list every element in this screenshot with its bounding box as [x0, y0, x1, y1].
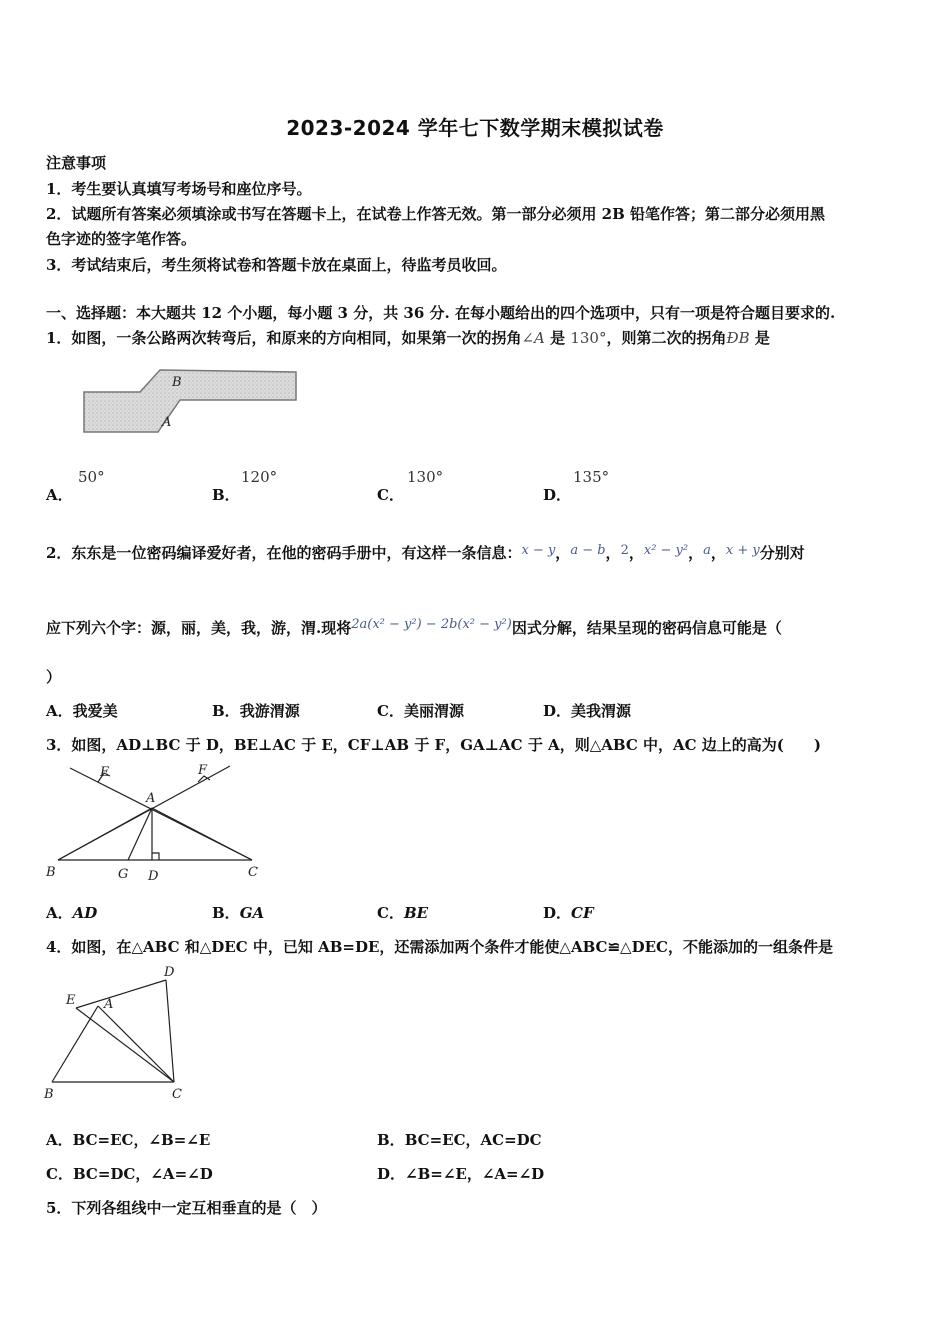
q1-stem-c: ，则第二次的拐角 [606, 329, 727, 347]
q3-label-a: A [146, 791, 156, 806]
q4-option-d [377, 1163, 544, 1184]
q1-option-d-label: D． [543, 486, 572, 504]
q2-code-3: 2 [620, 543, 629, 558]
question-4-stem: 4．如图，在△ABC 和△DEC 中，已知 AB=DE，还需添加两个条件才能使△ABC≌△DEC，不能添加的一组条件是 [46, 938, 833, 956]
q1-option-a-value: 50° [78, 468, 105, 486]
q1-option-a-label: A． [46, 486, 73, 504]
question-3-stem: 3．如图，AD⊥BC 于 D，BE⊥AC 于 E，CF⊥AB 于 F，GA⊥AC 于 A，则△ABC 中，AC 边上的高为( ) [46, 736, 821, 754]
q4-option-a-value: BC=EC，∠B=∠E [72, 1131, 211, 1149]
q2-option-d-value: 美我渭源 [571, 702, 632, 720]
q2-option-b-label: B． [212, 702, 240, 720]
q1-option-d-value: 135° [573, 468, 610, 486]
q1-option-c-label: C． [377, 486, 404, 504]
q2-option-b-value: 我游渭源 [239, 702, 300, 720]
q2-stem-b: 分别对 [759, 544, 805, 562]
q3-option-a [46, 902, 97, 923]
q4-option-c-value: BC=DC，∠A=∠D [72, 1165, 213, 1183]
q1-option-c-value: 130° [407, 468, 444, 486]
q4-label-d: D [164, 965, 175, 980]
line-ab [58, 808, 152, 860]
q2-option-c-value: 美丽渭源 [403, 702, 464, 720]
q2-code-4: x² − y² [643, 543, 689, 558]
q2-sep: ， [555, 544, 571, 562]
q3-label-d: D [148, 869, 159, 884]
q2-option-d-label: D． [543, 702, 572, 720]
line-ac [98, 1006, 174, 1082]
question-2-stem-line1 [46, 542, 805, 563]
q4-triangle-figure [40, 960, 200, 1105]
notice-item-1: 1．考生要认真填写考场号和座位序号。 [46, 180, 312, 198]
q2-sep: ， [605, 544, 621, 562]
road-label-a: A [162, 415, 172, 430]
notice-item-2-cont: 色字迹的签字笔作答。 [46, 230, 197, 248]
q4-label-e: E [66, 993, 76, 1008]
q3-option-d [543, 902, 594, 923]
q3-triangle-figure [40, 760, 270, 885]
notice-item-2: 2．试题所有答案必须填涂或书写在答题卡上，在试卷上作答无效。第一部分必须用 2B 铅笔作答；第二部分必须用黑 [46, 205, 826, 223]
q1-stem-b: 是 [550, 329, 566, 347]
q2-code-1: x − y [521, 543, 556, 558]
q2-stem-d: 因式分解，结果呈现的密码信息可能是（ [511, 619, 782, 637]
q3-option-c-label: C． [377, 904, 404, 922]
q3-option-a-label: A． [46, 904, 73, 922]
line-dc [166, 980, 174, 1082]
right-angle-d [152, 853, 159, 860]
q1-option-b-label: B． [212, 486, 240, 504]
q1-stem-d: 是 [754, 329, 770, 347]
q4-option-d-value: ∠B=∠E，∠A=∠D [405, 1165, 545, 1183]
q3-label-e: E [100, 765, 110, 780]
q3-option-a-value: AD [72, 904, 98, 922]
question-5-stem: 5．下列各组线中一定互相垂直的是（ ） [46, 1199, 327, 1217]
q1-value: 130° [570, 329, 607, 347]
q4-option-a [46, 1129, 210, 1150]
q2-expression: 2a(x² − y²) − 2b(x² − y²) [351, 617, 512, 632]
line-ed [76, 980, 166, 1008]
q2-code-5: a [703, 543, 711, 558]
road-label-b: B [172, 375, 182, 390]
q1-stem-a: 1．如图，一条公路两次转弯后，和原来的方向相同，如果第一次的拐角 [46, 329, 522, 347]
line-ac [152, 808, 252, 860]
q2-option-a [46, 700, 118, 721]
q3-option-d-value: CF [571, 904, 594, 922]
question-2-stem-line2 [46, 617, 782, 638]
notice-item-3: 3．考试结束后，考生须将试卷和答题卡放在桌面上，待监考员收回。 [46, 256, 507, 274]
q4-option-b-label: B． [377, 1131, 405, 1149]
q4-option-b-value: BC=EC，AC=DC [404, 1131, 542, 1149]
q4-label-a: A [104, 997, 114, 1012]
q1-angle-a: ∠A [521, 329, 545, 347]
q4-option-a-label: A． [46, 1131, 73, 1149]
q2-sep: ， [710, 544, 726, 562]
question-1-stem [46, 327, 770, 348]
q3-option-b-value: GA [239, 904, 265, 922]
q2-option-a-value: 我爱美 [72, 702, 118, 720]
page-title: 2023-2024 学年七下数学期末模拟试卷 [286, 116, 664, 140]
q3-label-f: F [198, 763, 208, 778]
q1-option-b-value: 120° [241, 468, 278, 486]
q2-sep: ， [688, 544, 704, 562]
q3-label-c: C [248, 865, 258, 880]
q3-label-g: G [118, 867, 129, 882]
q3-option-d-label: D． [543, 904, 572, 922]
q2-option-d [543, 700, 631, 721]
q2-option-c-label: C． [377, 702, 404, 720]
q1-angle-b: ÐB [726, 329, 750, 347]
q2-option-b [212, 700, 300, 721]
q1-road-figure [80, 368, 300, 438]
q2-code-6: x + y [725, 543, 760, 558]
q2-option-a-label: A． [46, 702, 73, 720]
q3-option-c-value: BE [403, 904, 429, 922]
q2-code-2: a − b [570, 543, 606, 558]
road-shape [84, 370, 296, 432]
q4-label-b: B [44, 1087, 54, 1102]
section-heading: 一、选择题：本大题共 12 个小题，每小题 3 分，共 36 分. 在每小题给出的四个选项中，只有一项是符合题目要求的. [46, 304, 836, 322]
q2-stem-c: 应下列六个字：源，丽，美，我，游，渭.现将 [46, 619, 352, 637]
q4-label-c: C [172, 1087, 182, 1102]
q4-option-c [46, 1163, 213, 1184]
q2-stem-a: 2．东东是一位密码编译爱好者，在他的密码手册中，有这样一条信息： [46, 544, 522, 562]
q2-sep: ， [628, 544, 644, 562]
q4-option-b [377, 1129, 542, 1150]
q3-option-b [212, 902, 264, 923]
q2-stem-close: ） [46, 668, 62, 686]
notice-heading: 注意事项 [46, 154, 107, 172]
q3-label-b: B [46, 865, 56, 880]
q3-option-c [377, 902, 428, 923]
line-ba [52, 1006, 98, 1082]
q3-option-b-label: B． [212, 904, 240, 922]
q4-option-d-label: D． [377, 1165, 406, 1183]
q2-option-c [377, 700, 464, 721]
q4-option-c-label: C． [46, 1165, 73, 1183]
